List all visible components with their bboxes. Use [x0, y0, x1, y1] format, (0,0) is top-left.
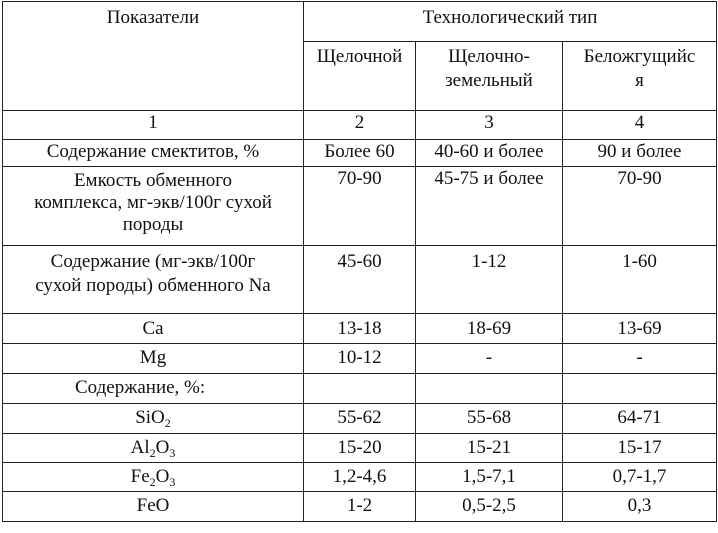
cell-bleaching: 1-60: [563, 246, 717, 314]
header-bleaching-line2: я: [635, 70, 644, 91]
header-row-1: [3, 2, 717, 42]
header-bleaching-line1: Беложгущийс: [583, 46, 696, 67]
cell-alkaline: 1-2: [304, 492, 416, 522]
row-label-line: комплекса, мг-экв/100г сухой: [34, 192, 272, 213]
cell-alkaline-earth: -: [416, 344, 563, 374]
cell-alkaline-earth: 55-68: [416, 404, 563, 434]
cell-alkaline: 1,2-4,6: [304, 463, 416, 492]
table-row: [3, 434, 717, 463]
table-row: [3, 344, 717, 374]
row-label-text: Содержание, %:: [75, 377, 206, 398]
formula-subscript: 3: [169, 446, 176, 460]
formula-subscript: 2: [149, 446, 156, 460]
cell-alkaline-earth: 18-69: [416, 314, 563, 344]
cell-alkaline: 13-18: [304, 314, 416, 344]
cell-bleaching: [563, 374, 717, 404]
number-cell: 3: [416, 111, 563, 140]
cell-alkaline: 45-60: [304, 246, 416, 314]
cell-alkaline-earth: [416, 374, 563, 404]
table-row: [3, 463, 717, 492]
cell-bleaching: 64-71: [563, 404, 717, 434]
row-label: Ca: [3, 314, 304, 344]
formula-part: Al: [130, 437, 150, 458]
row-label: Содержание смектитов, %: [3, 140, 304, 167]
formula-part: O: [155, 437, 170, 458]
cell-bleaching: 90 и более: [563, 140, 717, 167]
cell-alkaline-earth: 1,5-7,1: [416, 463, 563, 492]
row-label: FeO: [3, 492, 304, 522]
cell-alkaline: [304, 374, 416, 404]
cell-bleaching: 0,7-1,7: [563, 463, 717, 492]
header-indicators: [3, 2, 304, 111]
cell-alkaline: 70-90: [304, 167, 416, 246]
formula-part: O: [155, 466, 170, 487]
row-label: [3, 463, 304, 492]
cell-alkaline-earth: 40-60 и более: [416, 140, 563, 167]
header-indicators-text: Показатели: [106, 7, 200, 28]
row-label-line: Емкость обменного: [73, 170, 233, 191]
table-row: [3, 246, 717, 314]
cell-alkaline-earth: 0,5-2,5: [416, 492, 563, 522]
cell-alkaline-earth: 45-75 и более: [416, 167, 563, 246]
header-tech-type-text: Технологический тип: [422, 7, 598, 28]
row-label: [3, 167, 304, 246]
row-label-line: сухой породы) обменного Na: [35, 275, 271, 296]
header-alkaline-text: Щелочной: [316, 46, 403, 67]
header-alkaline: [304, 42, 416, 111]
header-bleaching: [563, 42, 717, 111]
cell-alkaline-earth: 1-12: [416, 246, 563, 314]
header-alkaline-earth-line1: Щелочно-: [448, 46, 530, 67]
formula-part: SiO: [135, 407, 165, 428]
row-label-line: Содержание (мг-экв/100г: [50, 251, 256, 272]
table-row: [3, 140, 717, 167]
cell-alkaline-earth: 15-21: [416, 434, 563, 463]
formula-subscript: 3: [169, 475, 176, 489]
cell-alkaline: Более 60: [304, 140, 416, 167]
row-label-line: породы: [122, 214, 184, 235]
formula-part: Fe: [130, 466, 150, 487]
header-alkaline-earth-line2: земельный: [445, 70, 533, 91]
numbers-row: [3, 111, 717, 140]
cell-bleaching: -: [563, 344, 717, 374]
header-tech-type: [304, 2, 717, 42]
header-alkaline-earth: [416, 42, 563, 111]
row-label: [3, 404, 304, 434]
formula-subscript: 2: [149, 475, 156, 489]
cell-alkaline: 55-62: [304, 404, 416, 434]
number-cell: 4: [563, 111, 717, 140]
cell-alkaline: 10-12: [304, 344, 416, 374]
number-cell: 2: [304, 111, 416, 140]
clay-properties-table: [2, 1, 717, 522]
cell-bleaching: 0,3: [563, 492, 717, 522]
cell-bleaching: 70-90: [563, 167, 717, 246]
cell-bleaching: 15-17: [563, 434, 717, 463]
number-cell: 1: [3, 111, 304, 140]
row-label: [3, 374, 304, 404]
row-label: Mg: [3, 344, 304, 374]
cell-alkaline: 15-20: [304, 434, 416, 463]
table-row: [3, 167, 717, 246]
cell-bleaching: 13-69: [563, 314, 717, 344]
table-row: [3, 374, 717, 404]
table-row: [3, 314, 717, 344]
formula-subscript: 2: [164, 416, 171, 430]
row-label: [3, 434, 304, 463]
table-row: [3, 404, 717, 434]
table-row: [3, 492, 717, 522]
row-label: [3, 246, 304, 314]
